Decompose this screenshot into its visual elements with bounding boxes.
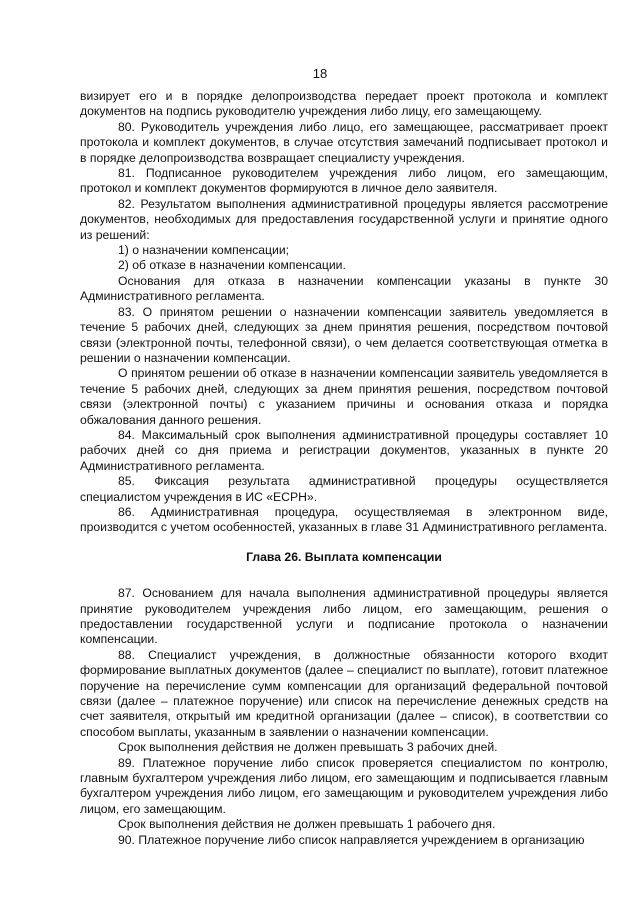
- paragraph: 2) об отказе в назначении компенсации.: [118, 258, 346, 273]
- paragraph: Основания для отказа в назначении компенсации указаны в пункте 30 Административного регламента.: [80, 273, 608, 304]
- paragraph: 90. Платежное поручение либо список направляется учреждением в организацию: [118, 832, 585, 847]
- section-before-heading: [80, 89, 608, 536]
- paragraph: Срок выполнения действия не должен превышать 3 рабочих дней.: [118, 740, 498, 755]
- document-body: [80, 89, 608, 848]
- section-after-heading: [80, 586, 608, 848]
- paragraph: 80. Руководитель учреждения либо лицо, его замещающее, рассматривает проект протокола и комплект документов, в случае отсутствия замечаний подписывает протокол и в порядке делопроизводства возвращает специалисту учреждения.: [80, 119, 608, 165]
- paragraph: 85. Фиксация результата административной процедуры осуществляется специалистом учреждения в ИС «ЕСРН».: [80, 474, 608, 504]
- chapter-heading: Глава 26. Выплата компенсации: [246, 549, 442, 564]
- paragraph: 89. Платежное поручение либо список проверяется специалистом по контролю, главным бухгалтером учреждения либо лицом, его замещающим и подписывается главным бухгалтером учреждения либо лицом, его замещающим и руководителем учреждения либо лицом, его замещающим.: [80, 755, 608, 816]
- paragraph: 86. Административная процедура, осуществляемая в электронном виде, производится с учетом особенностей, указанных в главе 31 Административного регламента.: [80, 504, 608, 535]
- paragraph: 88. Специалист учреждения, в должностные обязанности которого входит формирование выплатных документов (далее – специалист по выплате), готовит платежное поручение на перечисление сумм компенсации для организаций федеральной почтовой связи (далее – платежное поручение) или список на перечисление денежных средств на счет заявителя, открытый им кредитной организации (далее – список), в соответствии со способом выплаты, указанным в заявлении о назначении компенсации.: [80, 647, 608, 739]
- paragraph: О принятом решении об отказе в назначении компенсации заявитель уведомляется в течение 5 рабочих дней, следующих за днем принятия решения, посредством почтовой связи (электронной почты) с указанием причины и основания отказа и порядка обжалования данного решения.: [80, 366, 608, 427]
- paragraph: 82. Результатом выполнения административной процедуры является рассмотрение документов, необходимых для предоставления государственной услуги и принятие одного из решений:: [80, 196, 608, 242]
- paragraph: 1) о назначении компенсации;: [118, 243, 290, 258]
- page-number: 18: [312, 66, 328, 81]
- paragraph: 84. Максимальный срок выполнения административной процедуры составляет 10 рабочих дней со дня приема и регистрации документов, указанных в пункте 20 Административного регламента.: [80, 427, 608, 473]
- paragraph: Срок выполнения действия не должен превышать 1 рабочего дня.: [118, 817, 496, 832]
- paragraph: 87. Основанием для начала выполнения административной процедуры является принятие руководителем учреждения либо лицом, его замещающим, решения о предоставлении государственной услуги и подписание протокола о назначении компенсации.: [80, 586, 608, 647]
- paragraph: визирует его и в порядке делопроизводства передает проект протокола и комплект документов на подпись руководителю учреждения либо лицу, его замещающему.: [80, 89, 608, 119]
- paragraph: 81. Подписанное руководителем учреждения либо лицом, его замещающим, протокол и комплект документов формируются в личное дело заявителя.: [80, 166, 608, 196]
- paragraph: 83. О принятом решении о назначении компенсации заявитель уведомляется в течение 5 рабочих дней, следующих за днем принятия решения, посредством почтовой связи (электронной почты, телефонной связи), о чем делается соответствующая отметка в решении о назначении компенсации.: [80, 304, 608, 365]
